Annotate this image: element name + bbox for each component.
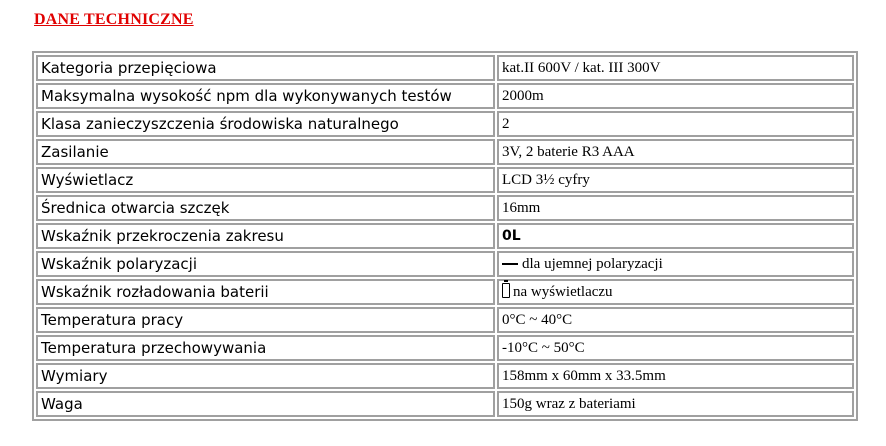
table-row [36,167,854,193]
spec-label: Wyświetlacz [36,167,495,193]
battery-icon [502,283,510,298]
spec-label: Waga [36,391,495,417]
spec-value: 16mm [497,195,854,221]
spec-value: 2000m [497,83,854,109]
table-row [36,391,854,417]
minus-sign-icon [502,263,518,265]
spec-value: 150g wraz z bateriami [497,391,854,417]
page-title: DANE TECHNICZNE [34,11,194,28]
spec-label: Kategoria przepięciowa [36,55,495,81]
spec-value: 0°C ~ 40°C [497,307,854,333]
spec-value-text: dla ujemnej polaryzacji [522,256,663,272]
table-row [36,55,854,81]
spec-value-text: na wyświetlaczu [513,284,613,300]
spec-label: Wskaźnik polaryzacji [36,251,495,277]
table-row [36,195,854,221]
table-row [36,335,854,361]
spec-label: Temperatura przechowywania [36,335,495,361]
spec-value [497,251,854,277]
spec-value [497,223,854,249]
spec-value: -10°C ~ 50°C [497,335,854,361]
specs-table [32,51,858,421]
overload-indicator: 0L [502,228,521,244]
spec-label: Wskaźnik przekroczenia zakresu [36,223,495,249]
table-row [36,111,854,137]
table-row [36,83,854,109]
spec-label: Zasilanie [36,139,495,165]
table-row [36,251,854,277]
spec-value [497,279,854,305]
spec-label: Klasa zanieczyszczenia środowiska naturalnego [36,111,495,137]
table-row [36,139,854,165]
table-row [36,307,854,333]
spec-value: 2 [497,111,854,137]
spec-label: Wymiary [36,363,495,389]
spec-label: Maksymalna wysokość npm dla wykonywanych testów [36,83,495,109]
table-row [36,363,854,389]
spec-value: LCD 3½ cyfry [497,167,854,193]
spec-value: 158mm x 60mm x 33.5mm [497,363,854,389]
spec-label: Średnica otwarcia szczęk [36,195,495,221]
spec-label: Wskaźnik rozładowania baterii [36,279,495,305]
spec-value: kat.II 600V / kat. III 300V [497,55,854,81]
table-row [36,223,854,249]
spec-label: Temperatura pracy [36,307,495,333]
table-row [36,279,854,305]
spec-value: 3V, 2 baterie R3 AAA [497,139,854,165]
